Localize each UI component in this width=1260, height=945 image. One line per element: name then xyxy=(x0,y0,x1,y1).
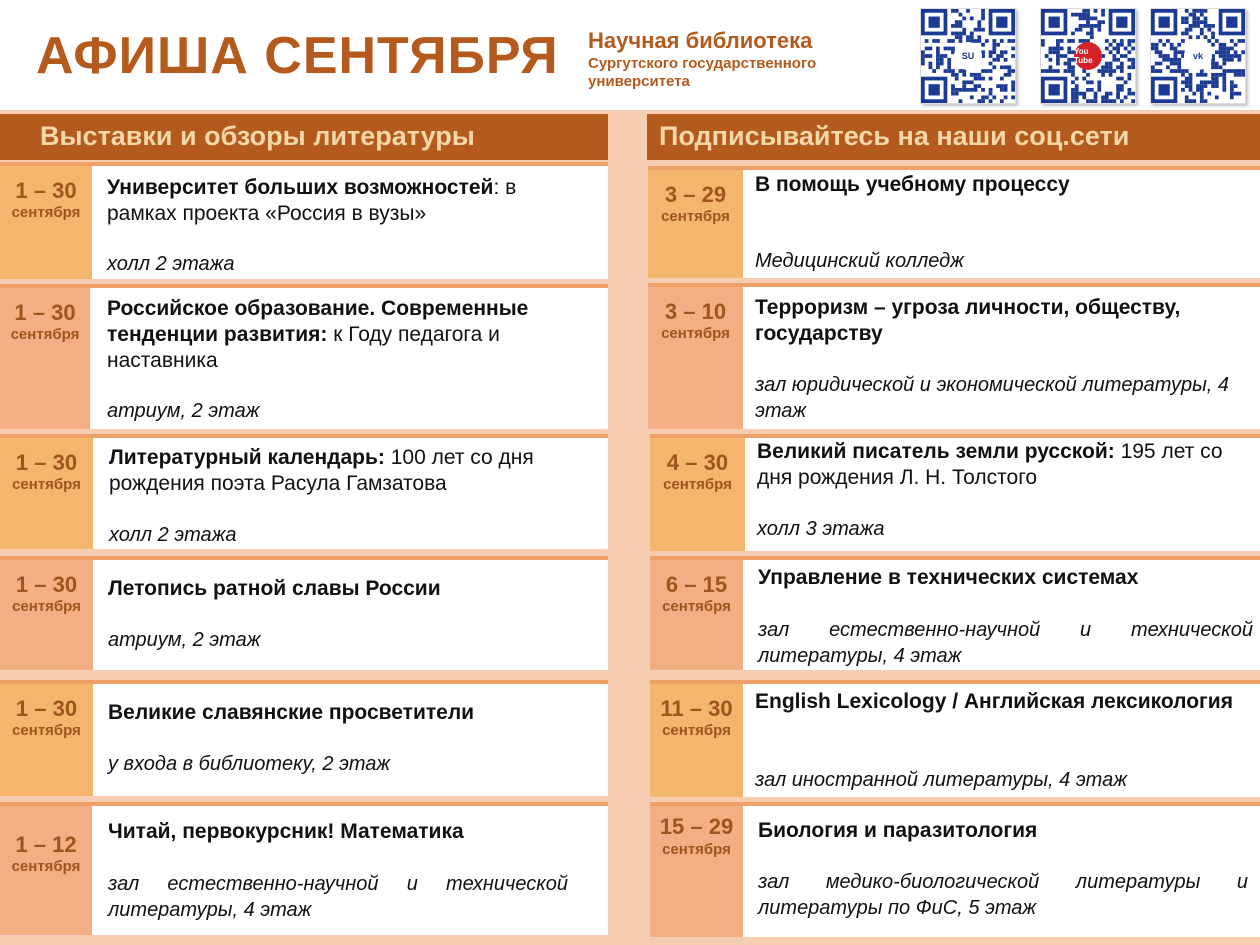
date-month: сентября xyxy=(662,722,731,739)
event-card xyxy=(745,438,1260,551)
event-location: холл 3 этажа xyxy=(757,518,885,540)
date-block xyxy=(0,288,90,429)
page-title: АФИША СЕНТЯБРЯ xyxy=(36,27,559,85)
event-title xyxy=(758,818,1248,844)
event-card xyxy=(743,684,1260,797)
event-location: зал медико-биологической литературы и литературы по ФиС, 5 этаж xyxy=(758,871,1248,919)
event-row xyxy=(0,560,608,670)
event-title xyxy=(107,175,577,227)
event-row xyxy=(0,166,608,279)
event-title xyxy=(108,819,568,845)
event-title-bold: English Lexicology / Английская лексикология xyxy=(755,690,1233,713)
event-card xyxy=(90,288,608,429)
event-row xyxy=(650,684,1260,797)
event-location: холл 2 этажа xyxy=(109,524,237,546)
event-title-bold: Биология и паразитология xyxy=(758,819,1038,842)
event-title xyxy=(755,689,1245,715)
event-title xyxy=(755,295,1255,347)
event-location: зал юридической и экономической литературы, 4 этаж xyxy=(755,374,1230,422)
date-block xyxy=(648,287,743,429)
event-row xyxy=(650,560,1260,670)
date-block xyxy=(650,684,743,797)
event-title xyxy=(108,576,588,602)
event-location: атриум, 2 этаж xyxy=(107,400,260,422)
date-range: 3 – 10 xyxy=(664,299,727,324)
library-name: Научная библиотека xyxy=(588,28,813,53)
event-title-bold: Российское образование. Современные тенденции развития: xyxy=(107,297,529,346)
event-row xyxy=(648,170,1260,278)
university-logo-icon: SU xyxy=(954,42,982,70)
event-title xyxy=(108,700,588,726)
event-title-bold: Терроризм – угроза личности, обществу, государству xyxy=(755,296,1181,345)
date-month: сентября xyxy=(661,325,730,342)
event-location: атриум, 2 этаж xyxy=(108,629,261,651)
event-row xyxy=(0,806,608,935)
date-range: 4 – 30 xyxy=(666,450,729,475)
vk-logo-icon: vk xyxy=(1184,42,1212,70)
date-month: сентября xyxy=(11,204,81,221)
event-card xyxy=(92,806,608,935)
date-range: 15 – 29 xyxy=(659,814,734,839)
event-title xyxy=(755,172,1255,198)
date-range: 1 – 30 xyxy=(15,178,77,203)
event-location: холл 2 этажа xyxy=(107,253,235,275)
date-range: 1 – 30 xyxy=(15,450,78,475)
left-section-title: Выставки и обзоры литературы xyxy=(0,114,608,160)
event-title-rest: 100 лет со дня рождения поэта Расула Гамзатова xyxy=(109,446,534,495)
date-range: 6 – 15 xyxy=(665,572,728,597)
event-row xyxy=(0,684,608,796)
qr-code-website[interactable] xyxy=(920,8,1016,104)
date-month: сентября xyxy=(663,476,732,493)
right-section-title: Подписывайтесь на наши соц.сети xyxy=(647,114,1260,160)
date-month: сентября xyxy=(662,598,731,615)
event-title-bold: Читай, первокурсник! Математика xyxy=(108,820,464,843)
event-card xyxy=(92,166,608,279)
event-title-rest: к Году педагога и наставника xyxy=(107,323,500,372)
date-block xyxy=(0,806,92,935)
date-range: 1 – 30 xyxy=(14,300,76,325)
date-block xyxy=(0,560,93,670)
event-title-bold: Летопись ратной славы России xyxy=(108,577,441,600)
date-block xyxy=(648,170,743,278)
event-title-bold: Университет больших возможностей xyxy=(107,176,494,199)
event-card xyxy=(93,684,608,796)
date-range: 1 – 12 xyxy=(15,832,77,857)
event-location: зал естественно-научной и технической литературы, 4 этаж xyxy=(108,873,568,921)
date-range: 3 – 29 xyxy=(664,182,727,207)
date-month: сентября xyxy=(661,208,730,225)
event-title xyxy=(757,439,1247,491)
event-row xyxy=(650,806,1260,937)
event-row xyxy=(650,438,1260,551)
event-card xyxy=(743,170,1260,278)
header xyxy=(0,0,1260,110)
event-card xyxy=(743,560,1260,670)
event-title-bold: Великий писатель земли русской: xyxy=(757,440,1115,463)
event-title-bold: Управление в технических системах xyxy=(758,566,1139,589)
qr-code-vk[interactable] xyxy=(1150,8,1246,104)
date-block xyxy=(650,560,743,670)
event-card xyxy=(93,560,608,670)
event-title xyxy=(107,296,577,374)
event-row xyxy=(648,287,1260,429)
event-title-bold: Великие славянские просветители xyxy=(108,701,475,724)
event-location: у входа в библиотеку, 2 этаж xyxy=(108,753,391,775)
date-month: сентября xyxy=(12,722,81,739)
date-range: 1 – 30 xyxy=(15,696,78,721)
event-card xyxy=(93,438,608,549)
event-title-bold: В помощь учебному процессу xyxy=(755,173,1070,196)
event-row xyxy=(0,438,608,549)
event-location: зал естественно-научной и технической литературы, 4 этаж xyxy=(758,619,1253,667)
date-month: сентября xyxy=(11,858,81,875)
event-card xyxy=(743,806,1260,937)
date-month: сентября xyxy=(662,841,731,858)
event-card xyxy=(743,287,1260,429)
date-block xyxy=(650,806,743,937)
date-month: сентября xyxy=(10,326,80,343)
date-block xyxy=(0,684,93,796)
date-range: 1 – 30 xyxy=(15,572,78,597)
library-subtitle: Сургутского государственного университета xyxy=(588,55,817,90)
date-block xyxy=(650,438,745,551)
event-title-rest: : в рамках проекта «Россия в вузы» xyxy=(107,176,517,225)
qr-code-youtube[interactable] xyxy=(1040,8,1136,104)
event-row xyxy=(0,288,608,429)
event-location: зал иностранной литературы, 4 этаж xyxy=(755,769,1127,791)
date-range: 11 – 30 xyxy=(660,696,733,721)
event-title-rest: 195 лет со дня рождения Л. Н. Толстого xyxy=(757,440,1223,489)
event-location: Медицинский колледж xyxy=(755,250,964,272)
youtube-logo-icon: You Tube xyxy=(1074,42,1102,70)
date-block xyxy=(0,166,92,279)
event-title-bold: Литературный календарь: xyxy=(109,446,385,469)
event-title xyxy=(109,445,589,497)
event-title xyxy=(758,565,1248,591)
date-block xyxy=(0,438,93,549)
date-month: сентября xyxy=(12,476,81,493)
date-month: сентября xyxy=(12,598,81,615)
